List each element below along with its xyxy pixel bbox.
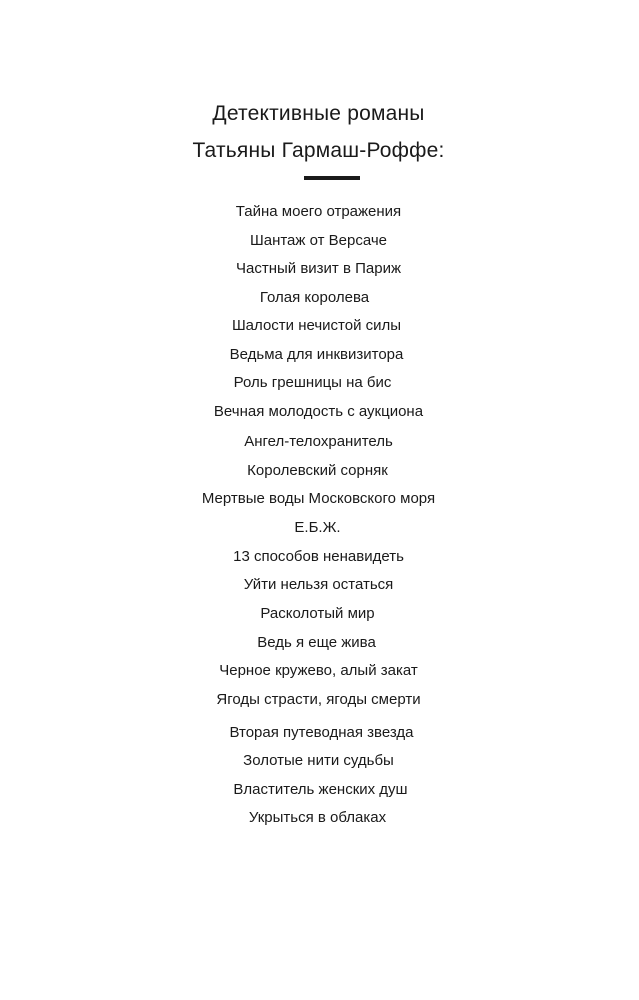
book-title: Роль грешницы на бис xyxy=(233,374,392,391)
heading-line-2: Татьяны Гармаш-Роффе: xyxy=(192,139,445,162)
book-title: Тайна моего отражения xyxy=(235,203,402,220)
book-title: Ангел-телохранитель xyxy=(244,433,393,450)
book-title: Золотые нити судьбы xyxy=(243,752,394,769)
book-title: Ягоды страсти, ягоды смерти xyxy=(216,691,421,708)
book-title: Расколотый мир xyxy=(260,605,375,622)
book-title: Властитель женских душ xyxy=(233,781,408,798)
book-title: Королевский сорняк xyxy=(247,462,388,479)
book-title: Черное кружево, алый закат xyxy=(219,662,418,679)
heading-divider xyxy=(304,176,360,180)
book-title: Шантаж от Версаче xyxy=(249,232,388,249)
book-title: Ведь я еще жива xyxy=(257,634,376,651)
book-title: Уйти нельзя остаться xyxy=(243,576,394,593)
book-title: Е.Б.Ж. xyxy=(294,519,341,536)
heading-line-1: Детективные романы xyxy=(212,102,425,125)
book-title: Ведьма для инквизитора xyxy=(229,346,404,363)
book-title: Вечная молодость с аукциона xyxy=(213,403,424,420)
book-title: Укрыться в облаках xyxy=(248,809,387,826)
book-title: 13 способов ненавидеть xyxy=(233,548,404,565)
book-title: Мертвые воды Московского моря xyxy=(201,490,436,507)
book-title: Голая королева xyxy=(259,289,370,306)
book-title: Частный визит в Париж xyxy=(236,260,401,277)
book-title: Шалости нечистой силы xyxy=(231,317,402,334)
book-title: Вторая путеводная звезда xyxy=(229,724,414,741)
